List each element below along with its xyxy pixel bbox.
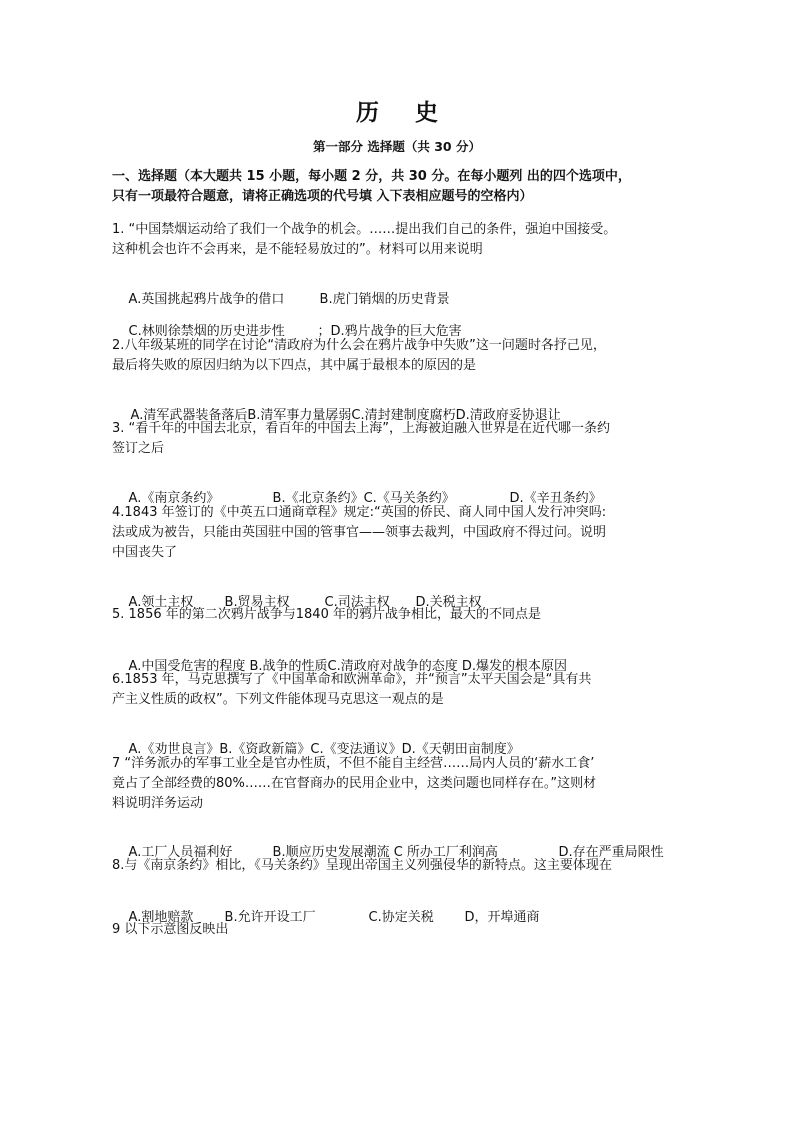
option-d[interactable]: D.关税主权 [415, 595, 482, 610]
option-d[interactable]: D.《辛丑条约》 [509, 491, 602, 506]
question-7-stem [112, 754, 692, 814]
question-text: 中国丧失了 [112, 545, 178, 560]
question-text: 产主义性质的政权”。下列文件能体现马克思这一观点的是 [112, 692, 444, 707]
question-text: 料说明洋务运动 [112, 796, 204, 811]
page-title: 历 史 [355, 99, 452, 126]
option-group[interactable]: A.中国受危害的程度 B.战争的性质C.清政府对战争的态度 D.爆发的根本原因 [128, 659, 567, 674]
question-6-stem [112, 670, 692, 710]
question-4-stem [112, 503, 692, 563]
question-text: 7 “洋务派办的军事工业全是官办性质，不但不能自主经营……局内人员的‘薪水工食’ [112, 756, 595, 771]
option-b[interactable]: B.贸易主权 [224, 595, 290, 610]
question-text: 最后将失败的原因归纳为以下四点，其中属于最根本的原因的是 [112, 358, 477, 373]
question-text: 4.1843 年签订的《中英五口通商章程》规定:“英国的侨民、商人同中国人发行冲突吗: [112, 505, 607, 520]
question-1-stem [112, 220, 692, 260]
section-subtitle: 第一部分 选择题（共 30 分） [313, 139, 481, 154]
option-bc[interactable]: B.顺应历史发展潮流 C 所办工厂利润高 [272, 845, 498, 860]
question-text: 这种机会也许不会再来，是不能轻易放过的”。材料可以用来说明 [112, 242, 483, 257]
option-a[interactable]: A.割地赔款 [128, 910, 194, 925]
option-d[interactable]: ；D.鸦片战争的巨大危害 [317, 324, 462, 339]
instruction-line: 只有一项最符合题意，请将正确选项的代号填 入下表相应题号的空格内） [112, 189, 533, 204]
question-2-stem [112, 336, 692, 376]
question-text: 6.1853 年，马克思撰写了《中国革命和欧洲革命》，并“预言”太平天国会是“具有共 [112, 672, 592, 687]
option-group[interactable]: A.《劝世良言》B.《资政新篇》C.《变法通议》D.《天朝田亩制度》 [128, 742, 520, 757]
instruction-line: 一、选择题（本大题共 15 小题，每小题 2 分，共 30 分。在每小题列 出的四个选项中， [112, 169, 631, 184]
option-d[interactable]: D.存在严重局限性 [558, 845, 664, 860]
option-c[interactable]: C.协定关税 [368, 910, 434, 925]
option-a[interactable]: A.工厂人员福利好 [128, 845, 233, 860]
option-group[interactable]: A.清军武器装备落后B.清军事力量孱弱C.清封建制度腐朽D.清政府妥协退让 [130, 408, 561, 423]
question-text: 竟占了全部经费的80%……在官督商办的民用企业中，这类问题也同样存在。”这则材 [112, 776, 597, 791]
option-a[interactable]: A.领土主权 [128, 595, 194, 610]
question-9-stem [112, 920, 692, 940]
option-bc[interactable]: B.《北京条约》C.《马关条约》 [272, 491, 455, 506]
option-b[interactable]: B.虎门销烟的历史背景 [319, 292, 450, 307]
question-3-stem [112, 419, 692, 459]
section-instructions [112, 167, 692, 207]
option-a[interactable]: A.英国挑起鸦片战争的借口 [128, 292, 285, 307]
option-d[interactable]: D，开埠通商 [464, 910, 540, 925]
question-text: 5. 1856 年的第二次鸦片战争与1840 年的鸦片战争相比，最大的不同点是 [112, 607, 541, 622]
option-a[interactable]: A.《南京条约》 [128, 491, 220, 506]
question-text: 签订之后 [112, 441, 165, 456]
question-text: 2.八年级某班的同学在讨论“清政府为什么会在鸦片战争中失败”这一问题时各抒己见， [112, 338, 606, 353]
option-c[interactable]: C.司法主权 [324, 595, 390, 610]
question-text: 9 以下示意图反映出 [112, 922, 229, 937]
question-text: 法或成为被告，只能由英国驻中国的管事官——领事去裁判，中国政府不得过问。说明 [112, 525, 607, 540]
question-5-stem [112, 605, 692, 625]
question-8-stem [112, 856, 692, 876]
question-text: 1. “中国禁烟运动给了我们一个战争的机会。……提出我们自己的条件，强迫中国接受。 [112, 222, 617, 237]
question-text: 8.与《南京条约》相比，《马关条约》呈现出帝国主义列强侵华的新特点。这主要体现在 [112, 858, 612, 873]
option-b[interactable]: B.允许开设工厂 [224, 910, 316, 925]
option-c[interactable]: C.林则徐禁烟的历史进步性 [128, 324, 285, 339]
question-text: 3. “看千年的中国去北京，看百年的中国去上海”，上海被迫融入世界是在近代哪一条约 [112, 421, 611, 436]
